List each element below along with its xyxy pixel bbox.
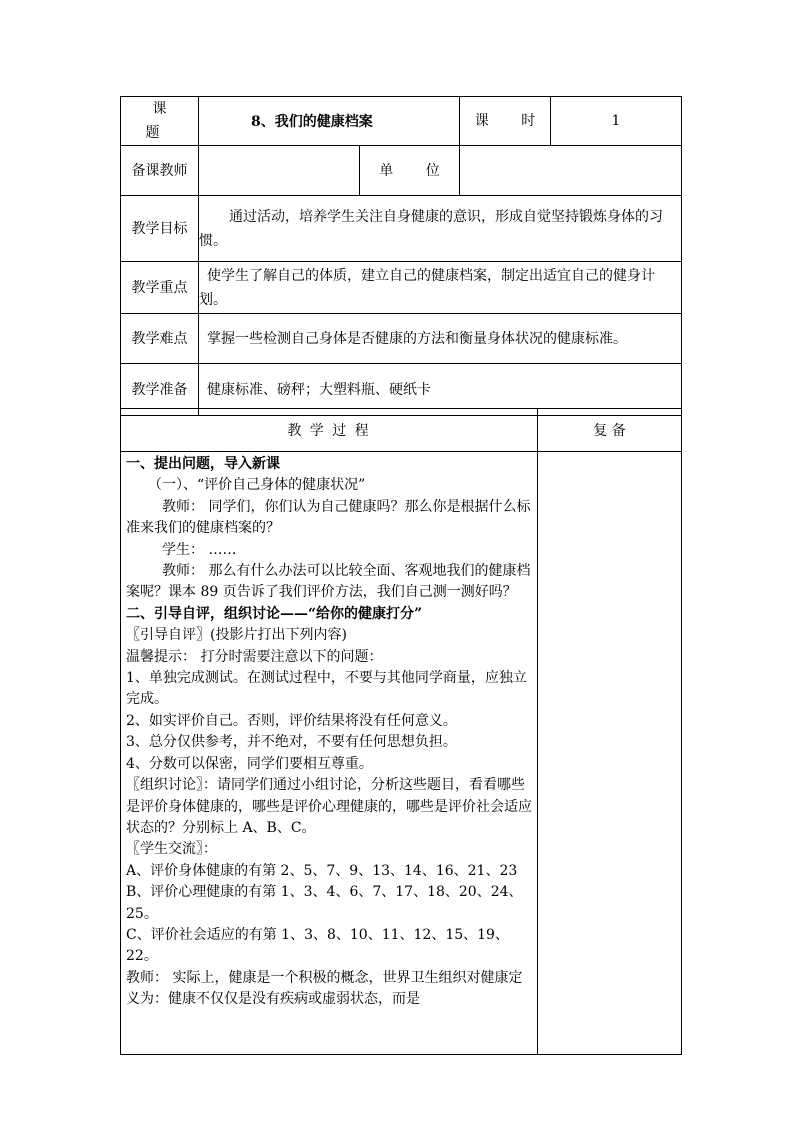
- key-text: 使学生了解自己的体质，建立自己的健康档案，制定出适宜自己的健身计划。: [199, 262, 682, 314]
- prep-label: 教学准备: [121, 364, 199, 416]
- list-item: B、评价心理健康的有第 1、3、4、6、7、17、18、20、24、25。: [126, 884, 523, 922]
- paragraph: 〖引导自评〗(投影片打出下列内容): [126, 627, 347, 644]
- notes-content: [538, 452, 682, 1055]
- unit-label: 单 位: [360, 146, 460, 196]
- paragraph: 教师： 实际上，健康是一个积极的概念，世界卫生组织对健康定义为：健康不仅仅是没有疾病或虚弱状态，而是: [126, 969, 523, 1008]
- notes-title: 复 备: [538, 409, 682, 452]
- list-item: 2、如实评价自己。否则，评价结果将没有任何意义。: [126, 712, 457, 729]
- section-heading: 二、引导自评，组织讨论——“给你的健康打分”: [126, 605, 423, 622]
- paragraph: 教师： 那么有什么办法可以比较全面、客观地我们的健康档案呢？课本 89 页告诉了我们评价方法，我们自己测一测好吗？: [126, 563, 531, 601]
- paragraph: 学生： ……: [162, 541, 237, 558]
- hours-label: 课 时: [460, 97, 551, 146]
- key-label: 教学重点: [121, 262, 199, 314]
- topic-value: 8、我们的健康档案: [199, 97, 460, 146]
- list-item: C、评价社会适应的有第 1、3、8、10、11、12、15、19、22。: [126, 926, 509, 965]
- process-title: 教 学 过 程: [121, 409, 538, 452]
- hours-value: 1: [551, 97, 682, 146]
- prep-text: 健康标准、磅秤；大塑料瓶、硬纸卡: [199, 364, 682, 416]
- list-item: 4、分数可以保密，同学们要相互尊重。: [126, 755, 373, 772]
- section-heading: 一、提出问题，导入新课: [126, 456, 280, 472]
- goal-label: 教学目标: [121, 196, 199, 262]
- goal-text: 通过活动，培养学生关注自身健康的意识，形成自觉坚持锻炼身体的习惯。: [199, 196, 682, 262]
- lesson-header-table: [120, 96, 682, 416]
- topic-label: 课 题: [121, 97, 199, 146]
- difficulty-label: 教学难点: [121, 314, 199, 364]
- list-item: 1、单独完成测试。在测试过程中，不要与其他同学商量，应独立完成。: [126, 670, 527, 708]
- paragraph: 温馨提示： 打分时需要注意以下的问题：: [126, 648, 383, 665]
- teacher-value: [199, 146, 360, 196]
- teacher-label: 备课教师: [121, 146, 199, 196]
- paragraph: 〖组织讨论〗：请同学们通过小组讨论，分析这些题目，看看哪些是评价身体健康的，哪些是评价心理健康的，哪些是评价社会适应状态的？分别标上 A、B、C。: [126, 777, 532, 836]
- list-item: A、评价身体健康的有第 2、5、7、9、13、14、16、21、23: [126, 862, 518, 879]
- process-content: [121, 452, 538, 1055]
- list-item: 3、总分仅供参考，并不绝对，不要有任何思想负担。: [126, 734, 457, 751]
- difficulty-text: 掌握一些检测自己身体是否健康的方法和衡量身体状况的健康标准。: [199, 314, 682, 364]
- paragraph: 〖学生交流〗：: [126, 841, 217, 858]
- teaching-process-table: [120, 408, 682, 1055]
- subsection-heading: （一）、“评价自己身体的健康状况”: [148, 477, 366, 494]
- unit-value: [460, 146, 682, 196]
- paragraph: 教师： 同学们，你们认为自己健康吗？那么你是根据什么标准来我们的健康档案的？: [126, 498, 531, 537]
